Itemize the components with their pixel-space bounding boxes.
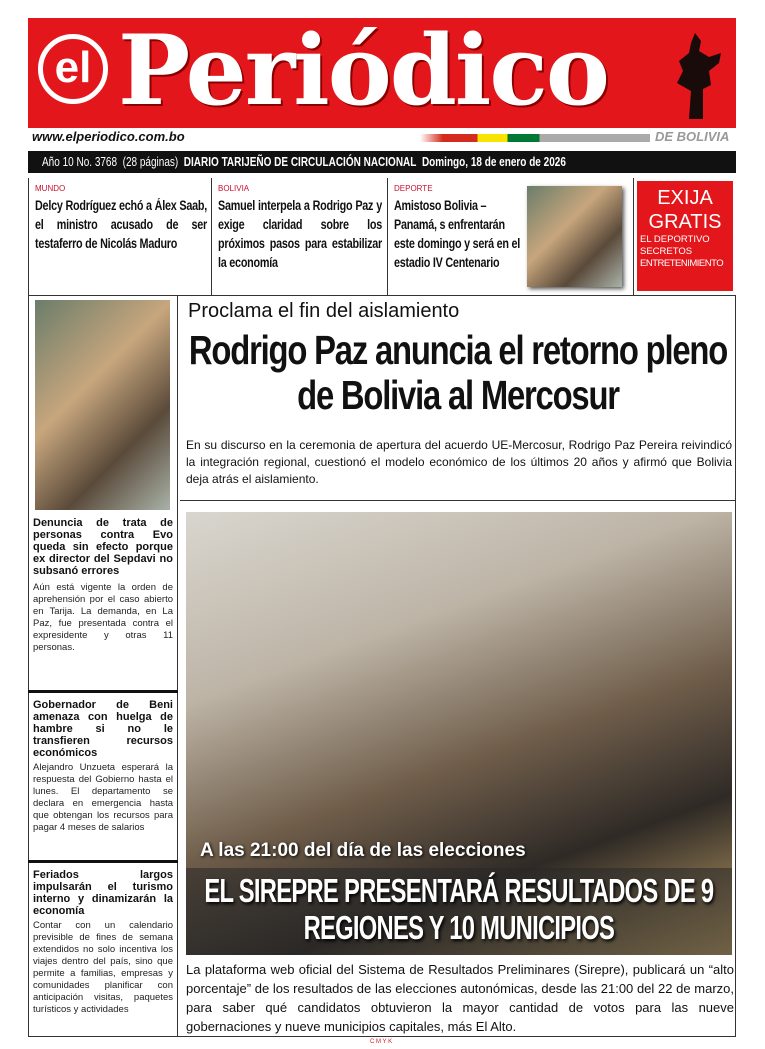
masthead: [28, 18, 736, 128]
deporte-photo: [527, 186, 622, 287]
side-headline: Gobernador de Beni amenaza con huelga de hambre si no le transfieren recursos económicos: [33, 699, 173, 759]
ad-item: SECRETOS: [640, 246, 693, 257]
flag-stripe: [420, 134, 650, 142]
teaser-headline: Samuel interpela a Rodrigo Paz y exige claridad sobre los próximos pasos para estabilizar la economía: [218, 198, 382, 270]
logo-el: el: [38, 34, 108, 104]
section-label: MUNDO: [35, 184, 66, 193]
section-label: BOLIVIA: [218, 184, 250, 193]
edition: Año 10 No. 3768: [42, 155, 118, 169]
ad-line1: EXIJA: [657, 187, 713, 209]
side-story[interactable]: [30, 869, 176, 1016]
ad-exija-gratis[interactable]: [637, 181, 733, 291]
date: Domingo, 18 de enero de 2026: [421, 155, 566, 169]
divider: [180, 500, 736, 501]
second-kicker: A las 21:00 del día de las elecciones: [200, 840, 526, 861]
pages: (28 páginas): [122, 155, 179, 169]
second-caption: La plataforma web oficial del Sistema de Resultados Preliminares (Sirepre), publicará un “alto porcentaje” de los resultados de las elecciones autonómicas, desde las 21:00 del 22 de marzo, para saber qué candidatos obtuvieron la mayor cantidad de votos para las nueve gobernaciones y nueve municipios capitales, más El Alto.: [186, 962, 734, 1034]
ad-item: ENTRETENIMIENTO: [640, 258, 724, 269]
divider: [28, 860, 178, 863]
ad-line2: GRATIS: [648, 211, 722, 233]
lead-kicker: Proclama el fin del aislamiento: [188, 300, 460, 322]
website-url[interactable]: www.elperiodico.com.bo: [32, 129, 185, 144]
side-headline: Feriados largos impulsarán el turismo interno y dinamizarán la economía: [33, 869, 173, 917]
teaser-headline: Amistoso Bolivia – Panamá, s enfrentarán este domingo y será en el estadio IV Centenario: [394, 198, 521, 270]
de-bolivia: DE BOLIVIA: [655, 129, 730, 144]
logo-name: Periódico: [118, 18, 608, 127]
ad-item: EL DEPORTIVO: [640, 234, 710, 245]
lead-headline[interactable]: Rodrigo Paz anuncia el retorno pleno de Bolivia al Mercosur: [188, 327, 728, 418]
second-headline[interactable]: EL SIREPRE PRESENTARÁ RESULTADOS DE 9 REGIONES Y 10 MUNICIPIOS: [204, 872, 714, 946]
divider: [28, 690, 178, 693]
evo-photo: [35, 300, 170, 510]
cmyk-mark: C M Y K: [370, 1039, 393, 1045]
side-story[interactable]: [30, 699, 176, 834]
side-body: Aún está vigente la orden de aprehensión por el caso abierto en Tarija. La demanda, en La Paz, fue presentada contra el expresidente y otras 11 personas.: [33, 582, 173, 653]
side-body: Alejandro Unzueta esperará la respuesta del Gobierno hasta el lunes. El departamento se declara en emergencia hasta que obtengan los recursos para pagar 4 meses de salarios: [33, 762, 173, 833]
teaser-mundo[interactable]: [28, 178, 212, 295]
lead-deck: En su discurso en la ceremonia de apertura del acuerdo UE-Mercosur, Rodrigo Paz Pereira reivindicó la integración regional, cuestionó el modelo económico de los últimos 20 años y afirmó que Bolivia deja atrás el aislamiento.: [186, 438, 732, 486]
teaser-headline: Delcy Rodríguez echó a Álex Saab, el ministro acusado de ser testaferro de Nicolás Maduro: [35, 198, 207, 251]
side-body: Contar con un calendario previsible de fines de semana extendidos no solo incentiva los viajes dentro del país, sino que permite a familias, empresas y comunidades planificar con anticipación visitas, paquetes turísticos y actividades: [33, 920, 173, 1015]
info-bar: [28, 151, 736, 173]
tagline: DIARIO TARIJEÑO DE CIRCULACIÓN NACIONAL: [183, 155, 417, 169]
side-headline: Denuncia de trata de personas contra Evo queda sin efecto porque ex director del Sepdavi no subsanó errores: [33, 517, 173, 577]
teaser-bolivia[interactable]: [212, 178, 388, 295]
section-label: DEPORTE: [394, 184, 433, 193]
statue-icon: [660, 28, 730, 123]
side-story[interactable]: [30, 517, 176, 654]
